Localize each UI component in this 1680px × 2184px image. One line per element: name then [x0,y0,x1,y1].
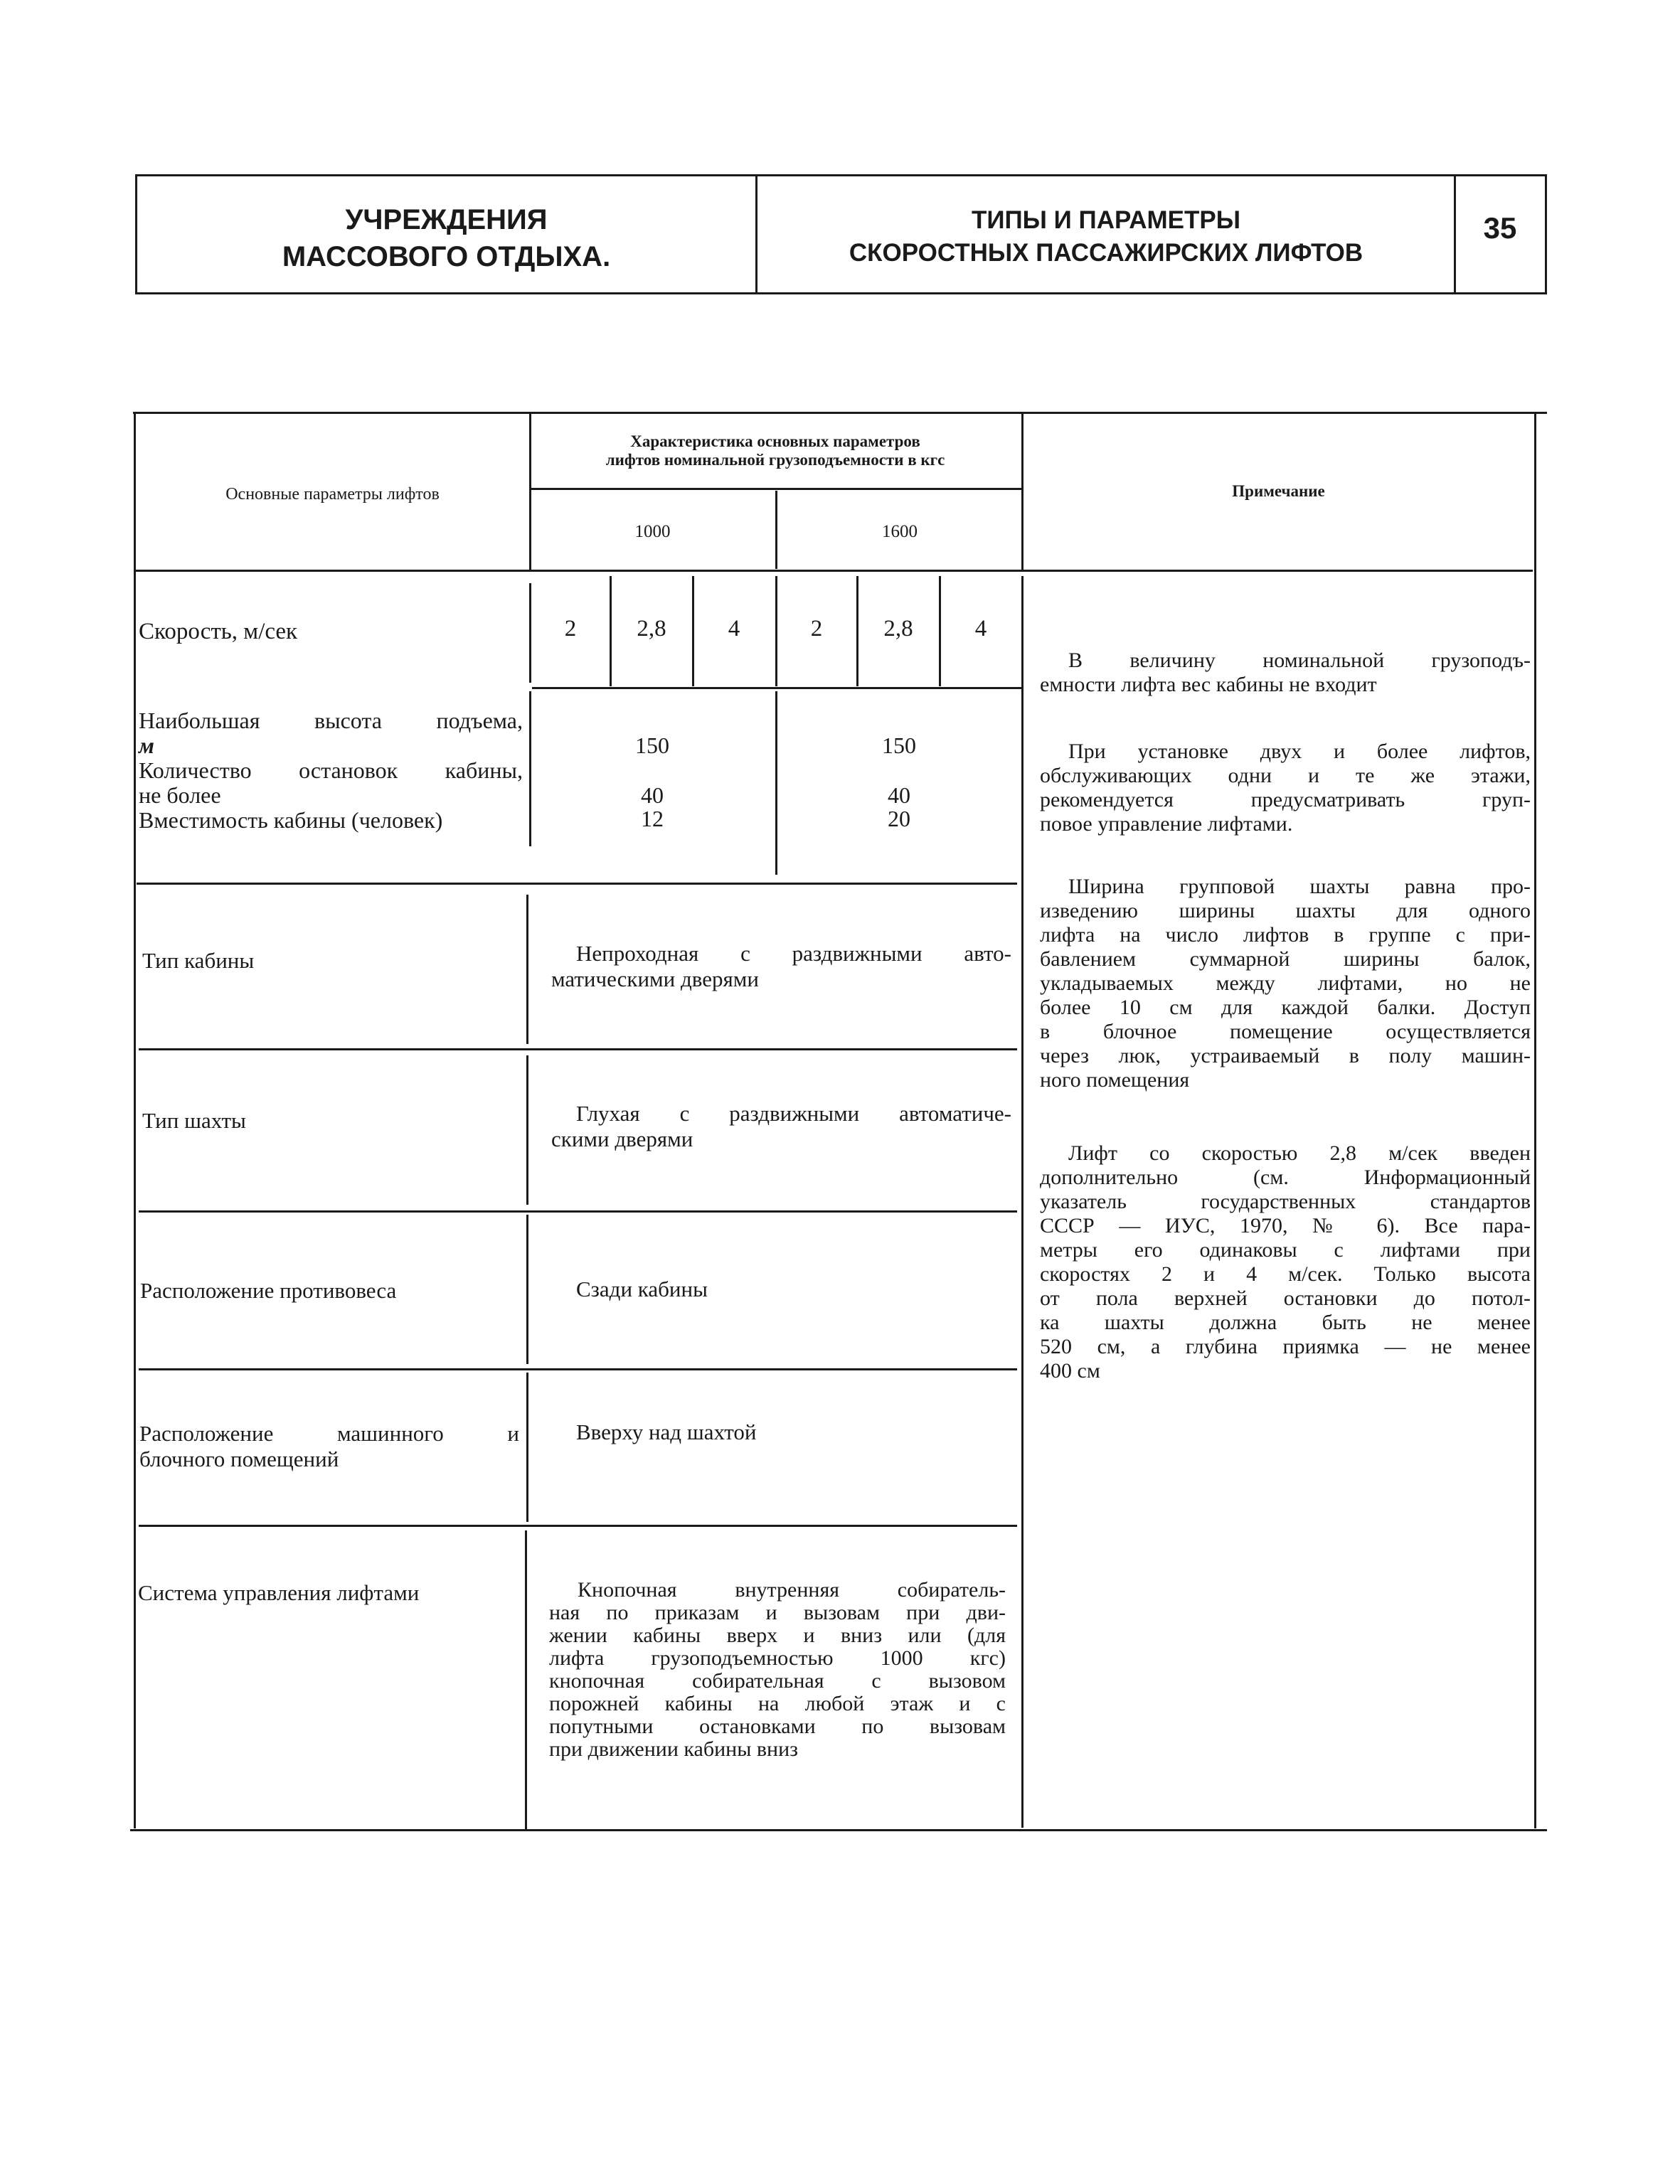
note-3-line6: более 10 см для каждой балки. Доступ [1040,996,1531,1019]
note-3-line2: изведению ширины шахты для одного [1040,899,1531,922]
note-4-line10: 400 см [1040,1359,1100,1383]
note-3-line5: укладываемых между лифтами, но не [1040,971,1531,995]
header-bottom-divider [135,570,1533,572]
header-section-title [142,201,750,275]
row-shaft-type-value-line1: Глухая с раздвижными автоматиче- [576,1101,1011,1126]
capacity-1600-label: 1600 [882,522,918,541]
header-section-line2: МАССОВОГО ОТДЫХА. [282,241,611,272]
capacity-people-label: Вместимость кабины (человек) [139,807,443,833]
height-label-line1: Наибольшая высота подъема, [139,708,523,733]
speed-col-divider-main [529,583,531,683]
speed-divider-4 [856,576,858,686]
note-1-line2: емности лифта вес кабины не входит [1040,673,1377,696]
note-4-line5: метры его одинаковы с лифтами при [1040,1238,1531,1262]
note-4-line4: СССР — ИУС, 1970, № 6). Все пара- [1040,1214,1531,1237]
row-cabin-type-label: Тип кабины [142,948,255,973]
header-page-title [761,204,1451,270]
row-rule-1 [139,1048,1017,1050]
note-4-line9: 520 см, а глубина приямка — не менее [1040,1335,1531,1358]
header-divider-2 [1454,174,1456,294]
note-4-line8: ка шахты должна быть не менее [1040,1311,1531,1334]
control-line-3: жении кабины вверх и вниз или (для [549,1624,1006,1647]
control-line-7: попутными остановками по вызовам [549,1715,1006,1738]
row-counterweight-label: Расположение противовеса [140,1278,397,1303]
table-top-rule [133,412,1547,414]
row-rule-4 [139,1525,1017,1527]
stops-1600: 40 [888,782,910,808]
control-line-4: лифта грузоподъемностью 1000 кгс) [549,1646,1006,1670]
table-left-border [134,413,136,1828]
note-3-line8: через люк, устраиваемый в полу машин- [1040,1044,1531,1067]
header-section-line1: УЧРЕЖДЕНИЯ [345,204,548,235]
speed-divider-2 [692,576,694,686]
stops-1000: 40 [641,782,664,808]
header-top-rule [135,174,1547,176]
speed-divider-5 [939,576,941,686]
header-right-border [1545,174,1547,294]
speed-value-6: 4 [974,616,987,641]
control-line-1: Кнопочная внутренняя собиратель- [578,1578,1006,1602]
height-label-line2: м [139,733,154,758]
row-cabin-type-value-line1: Непроходная с раздвижными авто- [576,941,1011,966]
row-control-system-value [549,1579,1006,1761]
people-1600: 20 [888,806,910,831]
note-3-line3: лифта на число лифтов в группе с при- [1040,923,1531,947]
col-characteristics-line2: лифтов номинальной грузоподъемности в кгс [605,451,945,469]
header-divider-1 [755,174,757,294]
values-capacity-divider [775,691,777,875]
row-divider-vertical-2 [526,1055,528,1205]
page-number: 35 [1483,211,1517,245]
note-2-line3: рекомендуется предусматривать груп- [1040,788,1531,811]
control-line-6: порожней кабины на любой этаж и с [549,1692,1006,1715]
note-4-line6: скоростях 2 и 4 м/сек. Только высота [1040,1262,1531,1286]
row-shaft-type-value [541,1101,1011,1152]
stops-label-line1: Количество остановок кабины, [139,757,523,783]
header-bottom-rule [135,292,1547,294]
col-characteristics-line1: Характеристика основных параметров [630,432,920,450]
table-right-border [1534,413,1536,1828]
col-note-header: Примечание [1232,482,1325,500]
speed-value-5: 2,8 [883,616,913,641]
speed-value-2: 2,8 [637,616,666,641]
note-4-line2: дополнительно (см. Информационный [1040,1166,1531,1189]
control-line-2: ная по приказам и вызовам при дви- [549,1601,1006,1624]
row-counterweight-value: Сзади кабины [576,1277,708,1301]
values-col-divider [529,691,531,846]
row-machine-room-label-line1: Расположение машинного и [139,1421,519,1446]
note-3-line1: Ширина групповой шахты равна про- [1068,875,1531,898]
col-characteristics-header [533,432,1017,469]
row-machine-room-label [139,1421,519,1472]
note-1-line1: В величину номинальной грузоподъ- [1068,649,1531,672]
row-cabin-type-value-line2: матическими дверями [551,966,759,991]
row-divider-vertical-3 [526,1215,528,1364]
speed-label: Скорость, м/сек [139,619,298,644]
note-3 [1040,875,1531,1092]
params-labels [139,708,523,833]
row-control-system-label: Система управления лифтами [138,1580,420,1605]
row-machine-room-label-line2: блочного помещений [139,1447,339,1471]
row-rule-3 [139,1368,1017,1370]
speed-value-4: 2 [810,616,823,641]
table-bottom-rule [130,1829,1547,1831]
speed-divider-3 [775,576,777,686]
control-line-5: кнопочная собирательная с вызовом [549,1669,1006,1693]
row-cabin-type-value [541,941,1011,992]
note-3-line7: в блочное помещение осуществляется [1040,1020,1531,1043]
note-3-line4: бавлением суммарной ширины балок, [1040,947,1531,971]
height-1600: 150 [882,733,916,758]
note-2-line2: обслуживающих одни и те же этажи, [1040,764,1531,787]
header-col-divider-left [529,413,531,570]
header-subrule [531,488,1021,490]
note-col-divider [1021,576,1024,1828]
capacity-1000-label: 1000 [634,522,671,541]
height-1000: 150 [635,733,669,758]
note-2-line1: При установке двух и более лифтов, [1068,740,1531,763]
header-title-line1: ТИПЫ И ПАРАМЕТРЫ [971,206,1241,234]
people-1000: 12 [641,806,664,831]
values-bottom-rule [137,883,1017,885]
values-1000 [532,733,772,831]
note-4-line1: Лифт со скоростью 2,8 м/сек введен [1068,1141,1531,1165]
values-1600 [778,733,1020,831]
speed-bottom-rule [532,687,1021,689]
note-4 [1040,1141,1531,1383]
note-3-line9: ного помещения [1040,1068,1190,1092]
speed-divider-1 [610,576,612,686]
note-1 [1040,649,1531,697]
stops-label-line2: не более [139,782,221,808]
speed-value-1: 2 [564,616,577,641]
col-params-header: Основные параметры лифтов [225,485,440,504]
row-shaft-type-label: Тип шахты [142,1108,246,1133]
row-divider-vertical-1 [526,895,528,1044]
row-divider-vertical-4 [526,1373,528,1522]
row-shaft-type-value-line2: скими дверями [551,1126,693,1151]
header-col-divider-right [1021,413,1024,570]
row-rule-2 [139,1210,1017,1213]
row-divider-vertical-5 [525,1530,527,1829]
note-4-line3: указатель государственных стандартов [1040,1190,1531,1213]
speed-value-3: 4 [728,616,740,641]
header-capacity-divider [775,491,777,569]
row-machine-room-value: Вверху над шахтой [576,1419,757,1444]
note-2-line4: повое управление лифтами. [1040,812,1293,836]
header-left-border [135,174,137,294]
control-line-8: при движении кабины вниз [549,1737,798,1761]
header-title-line2: СКОРОСТНЫХ ПАССАЖИРСКИХ ЛИФТОВ [849,239,1363,267]
note-4-line7: от пола верхней остановки до потол- [1040,1287,1531,1310]
note-2 [1040,740,1531,836]
